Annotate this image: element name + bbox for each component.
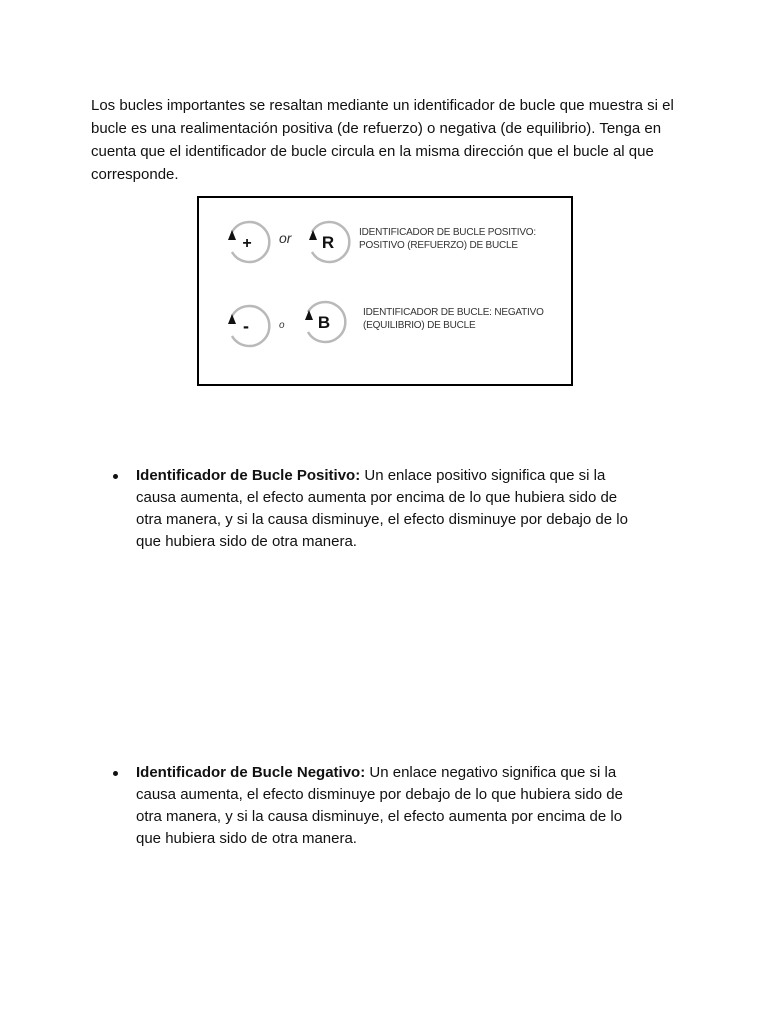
- loop-identifier-figure: [197, 196, 573, 386]
- positive-loop-description: [359, 226, 536, 252]
- bullet-body: Un enlace negativo significa que si la causa aumenta, el efecto disminuye por debajo de lo que hubiera sido de otra manera, y si la causa disminuye, el efecto aumenta por encima de lo que hubiera sido de otra manera.: [136, 764, 623, 847]
- negative-loop-icon: [223, 302, 271, 350]
- bullet-positive-identifier: [113, 465, 673, 553]
- balancing-symbol-b: B: [317, 313, 331, 332]
- positive-symbol-plus: +: [242, 235, 252, 252]
- negative-label-line2: (EQUILIBRIO) DE BUCLE: [363, 320, 476, 331]
- bullet-title: Identificador de Bucle Negativo:: [136, 764, 366, 781]
- negative-loop-description: [363, 306, 544, 332]
- positive-label-line2: POSITIVO (REFUERZO) DE BUCLE: [359, 240, 518, 251]
- bullet-negative-identifier: [113, 762, 673, 850]
- intro-paragraph: Los bucles importantes se resaltan mediante un identificador de bucle que muestra si el bucle es una realimentación positiva (de refuerzo) o negativa (de equilibrio). Tenga en cuenta que el identificador de bucle circula en la misma dirección que el bucle al que corresponde.: [91, 97, 674, 183]
- bullet-text: [136, 762, 646, 850]
- negative-separator: o: [279, 320, 285, 331]
- bullet-body: Un enlace positivo significa que si la causa aumenta, el efecto aumenta por encima de lo que hubiera sido de otra manera, y si la causa disminuye, el efecto disminuye por debajo de lo que hubiera sido de otra manera.: [136, 467, 628, 550]
- negative-label-line1: IDENTIFICADOR DE BUCLE: NEGATIVO: [363, 307, 544, 318]
- negative-symbol-minus: -: [243, 316, 249, 336]
- bullet-dot: [113, 474, 118, 479]
- balancing-loop-icon: [299, 298, 347, 346]
- positive-separator: or: [279, 230, 292, 246]
- positive-label-line1: IDENTIFICADOR DE BUCLE POSITIVO:: [359, 227, 536, 238]
- reinforcing-symbol-r: R: [321, 233, 335, 252]
- reinforcing-loop-icon: [303, 218, 351, 266]
- bullet-text: [136, 465, 646, 553]
- bullet-dot: [113, 771, 118, 776]
- bullet-title: Identificador de Bucle Positivo:: [136, 467, 361, 484]
- positive-loop-icon: [223, 218, 271, 266]
